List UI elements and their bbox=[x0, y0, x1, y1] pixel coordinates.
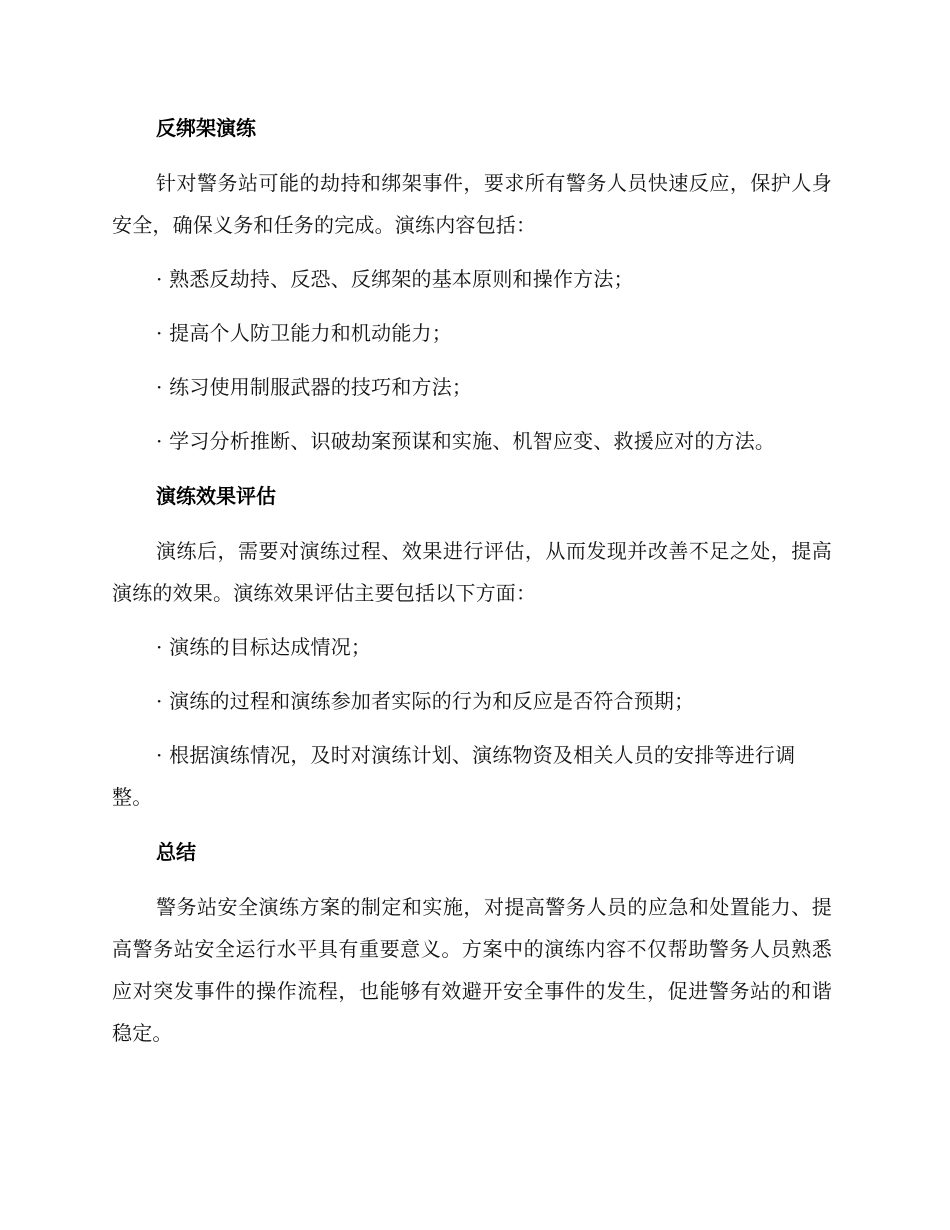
section-heading-summary: 总结 bbox=[156, 840, 196, 864]
bullet-item: · 练习使用制服武器的技巧和方法； bbox=[156, 375, 473, 399]
bullet-item: · 演练的过程和演练参加者实际的行为和反应是否符合预期； bbox=[156, 689, 695, 713]
section-heading-evaluation: 演练效果评估 bbox=[156, 484, 276, 508]
bullet-item: · 根据演练情况，及时对演练计划、演练物资及相关人员的安排等进行调整。 bbox=[112, 743, 796, 809]
document-body bbox=[112, 110, 832, 1054]
bullet-item: · 学习分析推断、识破劫案预谋和实施、机智应变、救援应对的方法。 bbox=[156, 429, 776, 453]
paragraph-summary: 警务站安全演练方案的制定和实施，对提高警务人员的应急和处置能力、提高警务站安全运行水平具有重要意义。方案中的演练内容不仅帮助警务人员熟悉应对突发事件的操作流程，也能够有效避开安全事件的发生，促进警务站的和谐稳定。 bbox=[112, 895, 832, 1045]
paragraph-anti-kidnap-intro: 针对警务站可能的劫持和绑架事件，要求所有警务人员快速反应，保护人身安全，确保义务和任务的完成。演练内容包括： bbox=[112, 171, 832, 237]
bullet-item: · 演练的目标达成情况； bbox=[156, 635, 372, 659]
bullet-item: · 提高个人防卫能力和机动能力； bbox=[156, 321, 452, 345]
section-heading-anti-kidnap: 反绑架演练 bbox=[156, 116, 256, 140]
paragraph-evaluation-intro: 演练后，需要对演练过程、效果进行评估，从而发现并改善不足之处，提高演练的效果。演练效果评估主要包括以下方面： bbox=[112, 539, 832, 605]
bullet-item: · 熟悉反劫持、反恐、反绑架的基本原则和操作方法； bbox=[156, 267, 634, 291]
